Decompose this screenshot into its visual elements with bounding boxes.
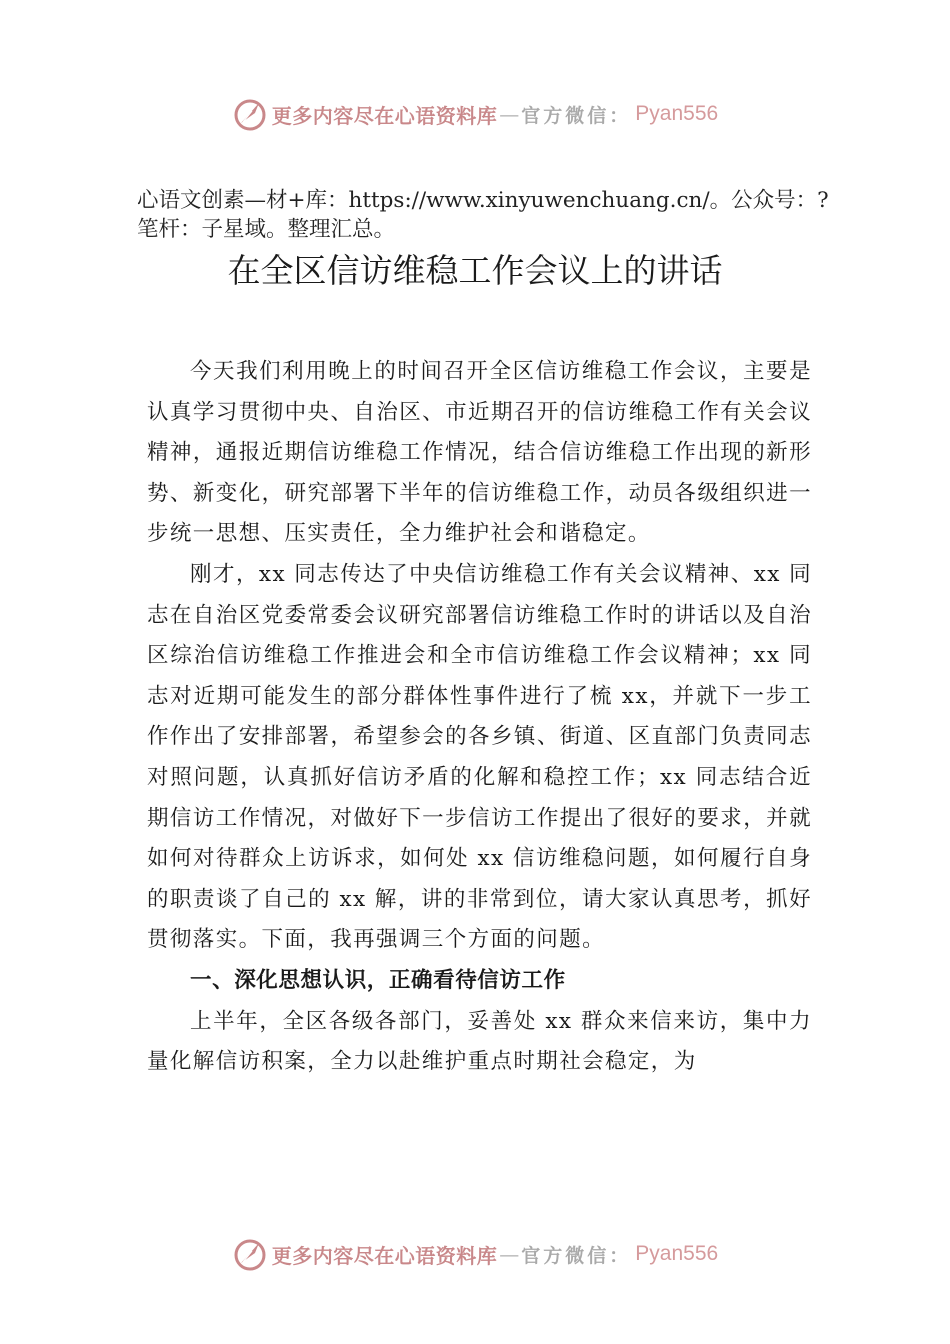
banner-wechat-label: 官方微信： — [521, 104, 632, 127]
source-note: 心语文创素—材+库：https://www.xinyuwenchuang.cn/。公众号：?笔杆：子星域。整理汇总。 — [137, 188, 829, 242]
section-paragraph: 上半年，全区各级各部门，妥善处 xx 群众来信来访，集中力量化解信访积案，全力以赴维护重点时期社会稳定，为 — [147, 1008, 812, 1075]
banner-wechat-id: Pyan556 — [635, 1242, 719, 1265]
header-banner — [0, 94, 950, 134]
section-heading: 一、深化思想认识，正确看待信访工作 — [190, 967, 566, 993]
banner-dash: — — [499, 102, 520, 126]
quill-circle-icon — [232, 1236, 268, 1272]
paragraph-2: 刚才，xx 同志传达了中央信访维稳工作有关会议精神、xx 同志在自治区党委常委会议研究部署信访维稳工作时的讲话以及自治区综治信访维稳工作推进会和全市信访维稳工作会议精神；xx 同志对近期可能发生的部分群体性事件进行了梳 xx，并就下一步工作作出了安排部署，希望参会的各乡镇、街道、区直部门负责同志对照问题，认真抓好信访矛盾的化解和稳控工作；xx 同志结合近期信访工作情况，对做好下一步信访工作提出了很好的要求，并就如何对待群众上访诉求，如何处 xx 信访维稳问题，如何履行自身的职责谈了自己的 xx 解，讲的非常到位，请大家认真思考，抓好贯彻落实。下面，我再强调三个方面的问题。 — [147, 561, 812, 953]
footer-banner — [0, 1234, 950, 1274]
banner-text: 更多内容尽在心语资料库 — [271, 103, 498, 128]
paragraph-1: 今天我们利用晚上的时间召开全区信访维稳工作会议，主要是认真学习贯彻中央、自治区、市近期召开的信访维稳工作有关会议精神，通报近期信访维稳工作情况，结合信访维稳工作出现的新形势、新变化，研究部署下半年的信访维稳工作，动员各级组织进一步统一思想、压实责任，全力维护社会和谐稳定。 — [147, 359, 812, 547]
banner-wechat-id: Pyan556 — [635, 102, 719, 125]
document-title: 在全区信访维稳工作会议上的讲话 — [227, 251, 723, 290]
quill-circle-icon — [232, 96, 268, 132]
banner-wechat-label: 官方微信： — [521, 1244, 632, 1267]
banner-dash: — — [499, 1242, 520, 1266]
banner-text: 更多内容尽在心语资料库 — [271, 1243, 498, 1268]
document-body — [147, 352, 812, 1083]
